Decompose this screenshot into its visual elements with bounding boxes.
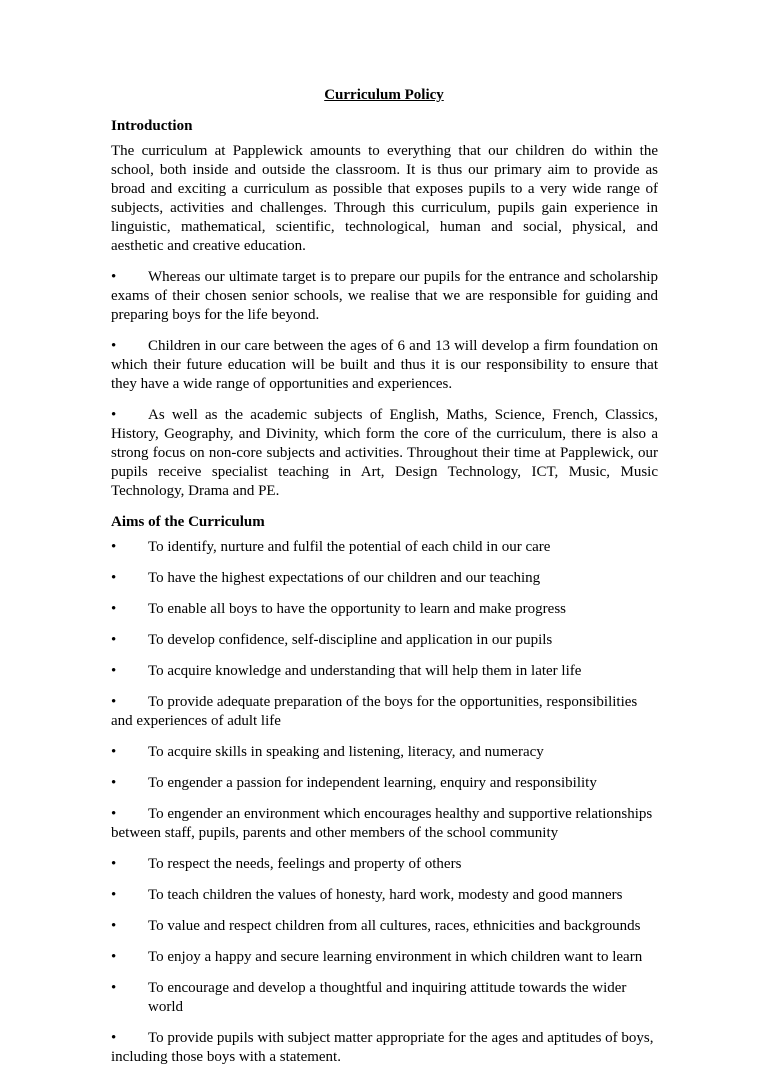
aims-list-item	[111, 886, 658, 905]
bullet-icon: •	[111, 539, 117, 555]
bullet-icon: •	[111, 1030, 117, 1046]
aim-text: To acquire skills in speaking and listening, literacy, and numeracy	[148, 744, 544, 760]
aim-text: To acquire knowledge and understanding that will help them in later life	[148, 663, 582, 679]
aims-list-item	[111, 569, 658, 588]
bullet-icon: •	[111, 980, 117, 996]
aims-list-item	[111, 600, 658, 619]
aims-list-item	[111, 917, 658, 936]
aim-text: To engender an environment which encourages healthy and supportive relationships between staff, pupils, parents and other members of the school community	[111, 806, 653, 841]
aim-text: To enable all boys to have the opportunity to learn and make progress	[148, 601, 567, 617]
bullet-icon: •	[111, 601, 117, 617]
aims-list-item	[111, 631, 658, 650]
aim-text: To teach children the values of honesty, hard work, modesty and good manners	[148, 887, 623, 903]
introduction-bullet-text: As well as the academic subjects of English, Maths, Science, French, Classics, History, Geography, and Divinity, which form the core of the curriculum, there is also a strong focus on non-core subjects and activities. Throughout their time at Papplewick, our pupils receive specialist teaching in Art, Design Technology, ICT, Music, Music Technology, Drama and PE.	[111, 407, 658, 499]
aims-list-item	[111, 855, 658, 874]
bullet-icon: •	[111, 570, 117, 586]
aim-text: To encourage and develop a thoughtful and inquiring attitude towards the wider world	[148, 980, 627, 1015]
aims-list-item	[111, 538, 658, 557]
document-title: Curriculum Policy	[324, 87, 444, 103]
aims-list	[111, 538, 658, 1067]
aim-text: To provide pupils with subject matter appropriate for the ages and aptitudes of boys, including those boys with a statement.	[111, 1030, 654, 1065]
aims-heading: Aims of the Curriculum	[111, 514, 265, 530]
aims-list-item	[111, 948, 658, 967]
aim-text: To identify, nurture and fulfil the potential of each child in our care	[148, 539, 551, 555]
bullet-icon: •	[111, 887, 117, 903]
aim-text: To engender a passion for independent learning, enquiry and responsibility	[148, 775, 597, 791]
aim-text: To respect the needs, feelings and property of others	[148, 856, 462, 872]
bullet-icon: •	[111, 856, 117, 872]
bullet-icon: •	[111, 744, 117, 760]
aims-list-item	[111, 743, 658, 762]
bullet-icon: •	[111, 694, 117, 710]
aim-text: To enjoy a happy and secure learning environment in which children want to learn	[148, 949, 643, 965]
aim-text: To provide adequate preparation of the boys for the opportunities, responsibilities and experiences of adult life	[111, 694, 638, 729]
bullet-icon: •	[111, 338, 117, 354]
introduction-bullet-text: Children in our care between the ages of 6 and 13 will develop a firm foundation on which their future education will be built and thus it is our responsibility to ensure that they have a wide range of opportunities and experiences.	[111, 338, 658, 392]
introduction-bullet	[111, 268, 658, 325]
introduction-bullet	[111, 337, 658, 394]
bullet-icon: •	[111, 269, 117, 285]
bullet-icon: •	[111, 949, 117, 965]
aim-text: To develop confidence, self-discipline and application in our pupils	[148, 632, 553, 648]
bullet-icon: •	[111, 806, 117, 822]
introduction-bullet-text: Whereas our ultimate target is to prepare our pupils for the entrance and scholarship exams of their chosen senior schools, we realise that we are responsible for guiding and preparing boys for the life beyond.	[111, 269, 658, 323]
aims-list-item	[111, 693, 658, 731]
bullet-icon: •	[111, 918, 117, 934]
aims-list-item	[111, 774, 658, 793]
bullet-icon: •	[111, 663, 117, 679]
aims-list-item	[111, 805, 658, 843]
document-body	[111, 117, 658, 1079]
introduction-paragraph: The curriculum at Papplewick amounts to everything that our children do within the school, both inside and outside the classroom. It is thus our primary aim to provide as broad and exciting a curriculum as possible that exposes pupils to a very wide range of subjects, activities and challenges. Through this curriculum, pupils gain experience in linguistic, mathematical, scientific, technological, human and social, physical, and aesthetic and creative education.	[111, 143, 658, 254]
bullet-icon: •	[111, 407, 117, 423]
bullet-icon: •	[111, 775, 117, 791]
introduction-bullet	[111, 406, 658, 501]
aims-list-item	[111, 1029, 658, 1067]
aim-text: To have the highest expectations of our children and our teaching	[148, 570, 541, 586]
bullet-icon: •	[111, 632, 117, 648]
aims-list-item	[111, 662, 658, 681]
aim-text: To value and respect children from all cultures, races, ethnicities and backgrounds	[148, 918, 641, 934]
introduction-heading: Introduction	[111, 118, 193, 134]
aims-list-item	[111, 979, 658, 1017]
